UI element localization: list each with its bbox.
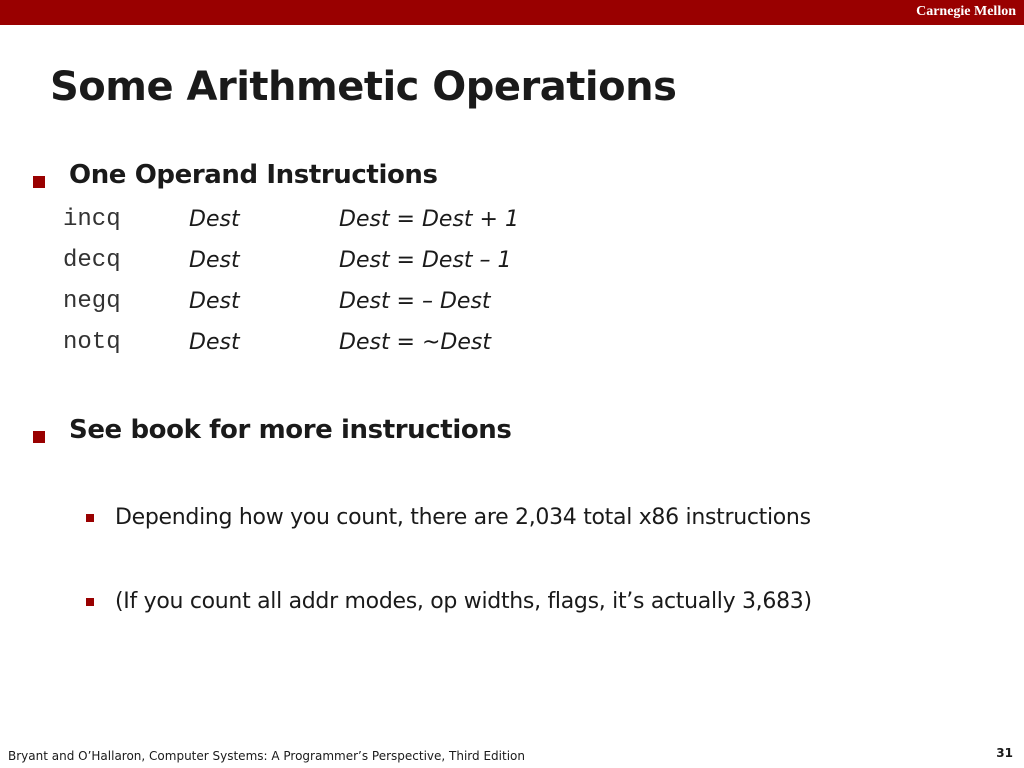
bullet-square-icon bbox=[33, 176, 45, 188]
instruction-row bbox=[0, 329, 600, 363]
slide-title: Some Arithmetic Operations bbox=[50, 64, 677, 110]
instruction-effect: Dest = – Dest bbox=[339, 289, 491, 314]
instruction-operand: Dest bbox=[189, 207, 240, 232]
instruction-row bbox=[0, 206, 600, 240]
instruction-mnemonic: incq bbox=[63, 206, 121, 233]
instruction-row bbox=[0, 288, 600, 322]
bullet-square-icon bbox=[33, 431, 45, 443]
sub-item-text: (If you count all addr modes, op widths, flags, it’s actually 3,683) bbox=[115, 589, 812, 614]
section-heading-see-book: See book for more instructions bbox=[69, 415, 512, 445]
section-heading-one-operand: One Operand Instructions bbox=[69, 160, 438, 190]
sub-item-text: Depending how you count, there are 2,034 total x86 instructions bbox=[115, 505, 811, 530]
instruction-operand: Dest bbox=[189, 248, 240, 273]
instruction-mnemonic: notq bbox=[63, 329, 121, 356]
instruction-operand: Dest bbox=[189, 330, 240, 355]
institution-name: Carnegie Mellon bbox=[916, 4, 1016, 19]
instruction-row bbox=[0, 247, 600, 281]
sub-bullet-square-icon bbox=[86, 514, 94, 522]
footer-citation: Bryant and O’Hallaron, Computer Systems: A Programmer’s Perspective, Third Edition bbox=[8, 749, 525, 763]
instruction-effect: Dest = ~Dest bbox=[339, 330, 491, 355]
instruction-mnemonic: decq bbox=[63, 247, 121, 274]
instruction-effect: Dest = Dest – 1 bbox=[339, 248, 512, 273]
header-bar bbox=[0, 0, 1024, 25]
instruction-effect: Dest = Dest + 1 bbox=[339, 207, 519, 232]
sub-bullet-square-icon bbox=[86, 598, 94, 606]
instruction-operand: Dest bbox=[189, 289, 240, 314]
instruction-mnemonic: negq bbox=[63, 288, 121, 315]
page-number: 31 bbox=[996, 746, 1013, 760]
